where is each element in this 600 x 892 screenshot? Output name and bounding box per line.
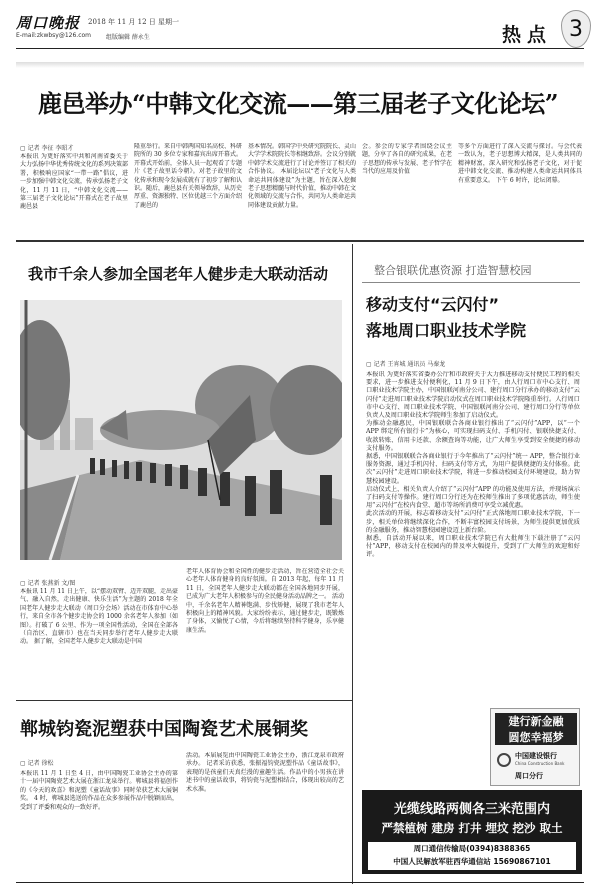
article2-divider [16,700,352,701]
bank-name-en: China Construction Bank [515,761,565,766]
article1-col1: 本报讯 为更好落实中共和河南省委关于大力弘扬中华优秀传统文化的系列决策部署，积极响应国家“一带一路”倡议，进一步加强中韩文化交流，传承弘扬老子文化，11 月 11 日，“中韩文化交流——第三届老子文化论坛”开幕式在老子故里鹿邑县 [20,153,128,211]
article2-byline [20,578,75,587]
page-number: 3 [569,17,583,42]
article3-headline: 郸城钧瓷泥塑获中国陶瓷艺术展铜奖 [20,719,308,740]
article3-byline [20,758,54,767]
article2-col1: 本报讯 11 月 11 日上午，以“摆动双臂、迈开双腿，走出豪气、融入自然，走出健康、快乐生活”为主题的 2018 年全国老年人健步走大联动（周口分会场）活动在市体育中心举行，来自全市各个健步走协会的 1000 余名老年人参加（如图）。打破了 6 公里、作为一项全国性活动，全国在全部各（自治区、直辖市）也在当天同步举行老年人健步走大联动。 据了解，全国老年人健步走大联动是中国 [20,588,178,646]
article1-headline: 鹿邑举办“中韩文化交流——第三届老子文化论坛” [38,89,559,118]
telecom-hotline1: 周口通信传输局(0394)8388365 [413,844,531,853]
article2-byline-text: 记者 张燕新 文/图 [27,580,76,587]
sidebar-body: 本报讯 为更好落实省委办公厅和市政府关于大力推进移动支付便民工程的相关要求，进一步推进支付便利化，11 月 9 日下午，由人行周口市中心支行、周口职业技术学院主办，中国银联河南分公司、建行周口分行承办的移动支付“云闪付”走进周口职业技术学院启动仪式在周口职业技术学院隆重举行。人行周口市中心支行、周口职业技术学院、中国银联河南分公司、建行周口分行等单位负责人及周口职业技术学院师生参加了启动仪式。 为推动金融惠民，中国银联联合各商业银行推出了“云闪付”APP，以“一个 APP 绑定所有银行卡”为核心，可实现扫码支付、手机闪付、银联快捷支付、收款转账、信用卡还款、余额查询等功能，让广大师生享受到安全便捷的移动支付服务。 据悉，中国银联联合各商业银行于今年推出了“云闪付”统一 APP，整合银行业服务资源，通过手机闪付、扫码支付等方式，为用户提供便捷的支付体验。此次“云闪付”走进周口职业技术学院，将进一步推动校园支付环境建设，助力智慧校园建设。 启动仪式上，相关负责人介绍了“云闪付”APP 的功能及使用方法，并现场演示了扫码支付等操作。建行周口分行还为在校师生推出了多项优惠活动，师生使用“云闪付”在校内食堂、超市等场所消费可享受立减优惠。 此次活动的开展，标志着移动支付“云闪付”正式落地周口职业技术学院，下一步，相关单位将继续深化合作，不断丰富校园支付场景，为师生提供更加优质的金融服务，推动智慧校园建设迈上新台阶。 据悉，自活动开展以来，周口职业技术学院已有大批师生下载注册了“云闪付”APP，移动支付在校园内的普及率大幅提升，受到了广大师生的欢迎和好评。 [366,371,580,559]
author-marker: ▢ [20,580,28,587]
bank-name-cn: 中国建设银行 [515,752,557,760]
column-divider [352,244,353,884]
issue-date: 2018 年 11 月 12 日 星期一 [88,18,179,26]
telecom-warning-line1: 光缆线路两侧各三米范围内 [393,802,550,817]
article1-col2: 隆重举行。来自中韩两国知名高校、科研院所的 30 多位专家和嘉宾出席开幕式。 开幕式开始前，全体人员一起观看了专题片《老子故里话今朝》。对老子故里的文化传承和现今发展成就有了初步了解和认识。随后，鹿邑县有关领导致辞，从历史厚重、资源独特、区位优越三个方面介绍了鹿邑的 [134,143,242,209]
article1-col3: 基本情况。韩国学中央研究院院长、灵山大学学术院院长等相继致辞。会议分别就中韩学术交流进行了讨论并签订了相关的合作协议。 本届论坛以“老子文化与人类命运共同体建设”为主题，旨在深入挖掘老子思想精髓与时代价值，推动中韩在文化领域的交流与合作，共同为人类命运共同体建设贡献力量。 [248,143,356,209]
layout-editor: 组版编辑 薛永生 [106,34,150,41]
contact-email: E-mail:zkwbsy@126.com [16,32,92,39]
sidebar-headline-line1: 移动支付“云闪付” [366,295,500,314]
article1-col5: 等多个方面进行了深入交流与探讨。与会代表一致认为，老子思想博大精深，是人类共同的精神财富，深入研究和弘扬老子文化，对于促进中韩文化交流、推动构建人类命运共同体具有重要意义。 下午 6 时许，论坛闭幕。 [458,143,582,184]
bank-slogan-line1: 建行新金融 [495,713,577,729]
paper-name: 周口晚报 [16,14,81,32]
article1-byline [20,143,73,152]
sidebar-kicker: 整合银联优惠资源 打造智慧校园 [374,264,532,277]
sidebar-headline-line2: 落地周口职业技术学院 [366,321,527,340]
article2-col2: 老年人体育协会和全国性的健步走活动，旨在营造全社会关心老年人体育健身的良好氛围。自 2013 年起，每年 11 月 11 日，全国老年人健步走大联动都在全国各地同步开展，已成为广大老年人积极参与的全民健身活动品牌之一。 活动中，千余名老年人精神饱满、步伐矫健，展现了我市老年人积极向上的精神风貌。大家纷纷表示，通过健步走，既锻炼了身体，又愉悦了心情，今后将继续坚持科学健身，乐享健康生活。 [186,568,344,634]
sidebar-kicker-rule [362,282,580,283]
article1-col4: 会。参会的专家学者围绕会议主题，分享了各自的研究成果，在老子思想的传承与发展、老子哲学在当代的应用及价值 [362,143,452,176]
sidebar-byline-text: 记者 王宵城 通讯员 马秦龙 [373,361,446,368]
author-marker: ▢ [366,361,374,368]
article3-byline-text: 记者 徐松 [27,760,54,767]
bank-branch: 周口分行 [515,772,543,780]
author-marker: ▢ [20,760,28,767]
section-title: 热点 [502,24,553,46]
telecom-hotline2: 中国人民解放军驻西华通信站 15690867101 [393,857,551,866]
masthead-divider [16,48,584,49]
bank-ad [490,708,580,786]
author-marker: ▢ [20,145,28,152]
telecom-hotline-box [368,842,576,870]
telecom-ad [362,790,582,874]
bank-slogan-line2: 圆您幸福梦 [495,729,577,745]
article1-divider [16,240,584,242]
walkers-photo-illustration [20,300,342,560]
bank-logo-icon [497,753,511,767]
masthead [16,6,584,66]
article2-headline: 我市千余人参加全国老年人健步走大联动活动 [28,265,329,283]
article3-col2: 活动。本届展览由中国陶瓷工业协会主办，浙江龙泉市政府承办。 记者采访获悉，张振福钧瓷泥塑作品《童话故事》，表现的是孩童们天真烂漫的童趣生活。作品中的小男孩在讲述书中的童话故事，将钧瓷与泥塑相结合，体现出较高的艺术水准。 [186,752,344,793]
article3-col1: 本报讯 11 月 1 日至 4 日，由中国陶瓷工业协会主办的第十一届中国陶瓷艺术大展在浙江龙泉举行。郸城县将福创作的《今天的欢喜》和泥塑《童话故事》同时荣获艺术大展铜奖。 4 时，郸城县选送的作品在众多参展作品中脱颖而出，受到了评委和观众的一致好评。 [20,770,178,811]
sidebar-byline [366,359,445,368]
page-bottom-rule [16,882,584,883]
article1-byline-text: 记者 李征 李昭才 [27,145,74,152]
masthead-shadow [16,62,584,68]
telecom-warning-line2: 严禁植树 建房 打井 埋坟 挖沙 取土 [381,821,563,835]
page-number-badge [561,10,591,48]
article2-photo [20,300,342,560]
